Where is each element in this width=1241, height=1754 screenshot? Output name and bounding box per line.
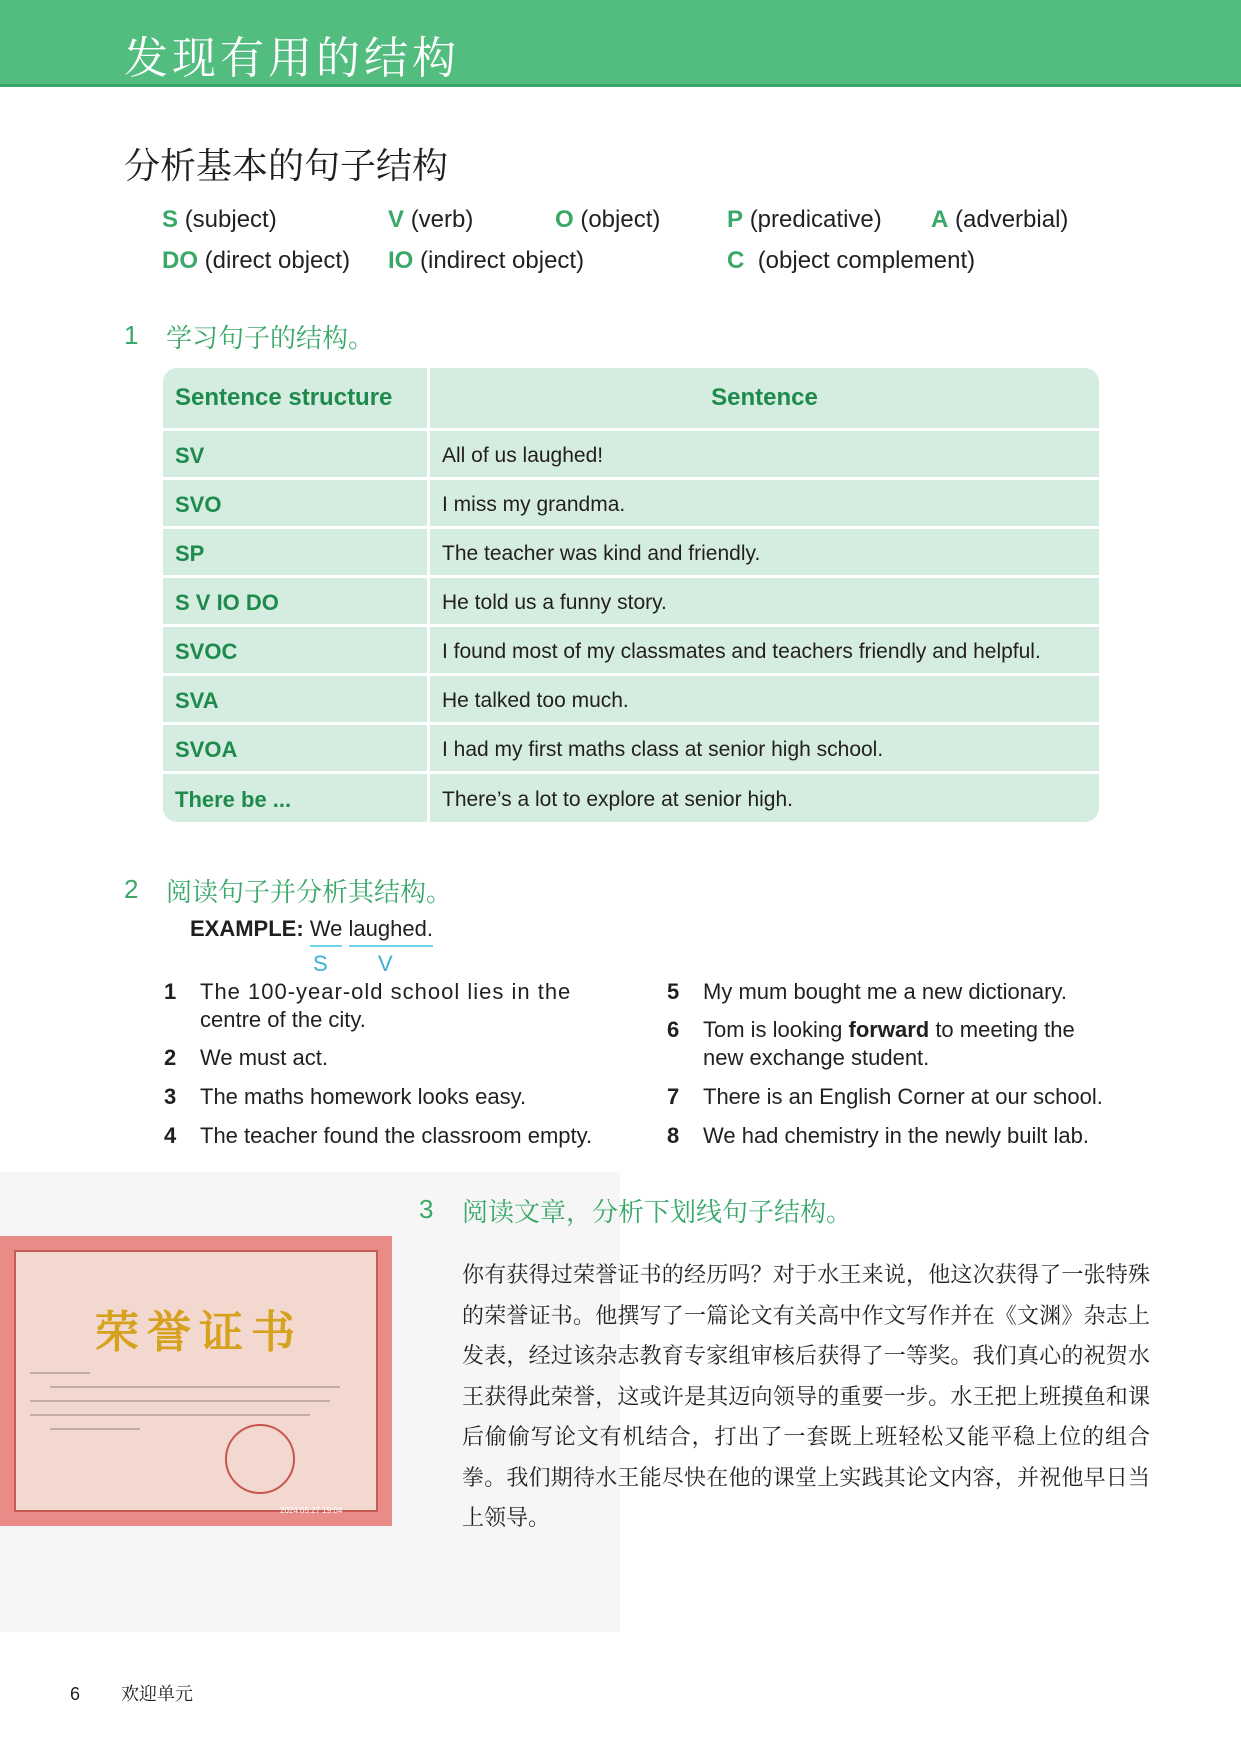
row-sentence: There’s a lot to explore at senior high. <box>442 787 793 811</box>
row-sentence: He told us a funny story. <box>442 590 667 614</box>
legend-direct-object: DO (direct object) <box>162 247 351 274</box>
header-sentence: Sentence <box>711 384 818 411</box>
row-structure: S V IO DO <box>175 589 279 615</box>
row-sentence: I had my first maths class at senior high school. <box>442 737 884 761</box>
row-sentence: He talked too much. <box>442 688 629 712</box>
table-row <box>163 575 1099 627</box>
structure-table <box>163 368 1099 822</box>
page-number: 6 <box>70 1684 81 1704</box>
unit-name: 欢迎单元 <box>121 1684 193 1705</box>
table-row <box>163 624 1099 676</box>
table-row <box>163 477 1099 529</box>
table-header-row <box>163 368 1099 428</box>
table-row <box>163 673 1099 725</box>
example-label: EXAMPLE: <box>190 916 304 941</box>
legend-indirect-object: IO (indirect object) <box>388 247 585 274</box>
table-row <box>163 526 1099 578</box>
exercise-2-title: 阅读句子并分析其结构。 <box>166 878 453 908</box>
row-structure: SV <box>175 442 205 468</box>
exercise-1-title: 学习句子的结构。 <box>166 324 375 354</box>
row-structure: SVA <box>175 687 219 713</box>
exercise-3-number: 3 <box>419 1194 434 1224</box>
row-sentence: I found most of my classmates and teachers friendly and helpful. <box>442 639 1041 663</box>
row-structure: SVO <box>175 491 222 517</box>
row-structure: There be ... <box>175 786 292 812</box>
legend-object-complement: C (object complement) <box>727 247 976 274</box>
example-label-s: S <box>313 951 328 976</box>
exercise-2-number: 2 <box>124 874 139 904</box>
certificate-title: 荣誉证书 <box>95 1307 303 1358</box>
example-subject: We <box>310 916 343 947</box>
legend-adverbial: A (adverbial) <box>931 206 1069 233</box>
legend-subject: S (subject) <box>162 206 277 233</box>
section-title: 分析基本的句子结构 <box>124 146 449 187</box>
seal-icon <box>225 1424 295 1494</box>
table-row <box>163 428 1099 480</box>
example-verb: laughed. <box>349 916 433 947</box>
row-structure: SVOA <box>175 736 238 762</box>
exercise-1-number: 1 <box>124 320 139 350</box>
certificate-photo <box>0 1236 392 1526</box>
certificate-text-block <box>30 1366 350 1442</box>
table-row <box>163 722 1099 774</box>
photo-timestamp: 2024.05.27 19:04 <box>280 1506 343 1515</box>
row-sentence: I miss my grandma. <box>442 492 626 516</box>
example-label-v: V <box>378 951 393 976</box>
header-sentence-structure: Sentence structure <box>175 384 393 411</box>
example-sentence <box>190 916 433 942</box>
exercise-3-title: 阅读文章，分析下划线句子结构。 <box>462 1198 853 1228</box>
row-sentence: All of us laughed! <box>442 443 604 467</box>
header-title: 发现有用的结构 <box>124 33 460 84</box>
reading-passage: 你有获得过荣誉证书的经历吗？对于水王来说，他这次获得了一张特殊的荣誉证书。他撰写了一篇论文有关高中作文写作并在《文渊》杂志上发表，经过该杂志教育专家组审核后获得了一等奖。我们真心的祝贺水王获得此荣誉，这或许是其迈向领导的重要一步。水王把上班摸鱼和课后偷偷写论文有机结合，打出了一套既上班轻松又能平稳上位的组合拳。我们期待水王能尽快在他的课堂上实践其论文内容，并祝他早日当上领导。 <box>462 1263 1150 1531</box>
table-row <box>163 771 1099 822</box>
legend-verb: V (verb) <box>388 206 474 233</box>
row-sentence: The teacher was kind and friendly. <box>442 541 761 565</box>
row-structure: SP <box>175 540 205 566</box>
legend-predicative: P (predicative) <box>727 206 882 233</box>
legend-object: O (object) <box>555 206 661 233</box>
row-structure: SVOC <box>175 638 238 664</box>
